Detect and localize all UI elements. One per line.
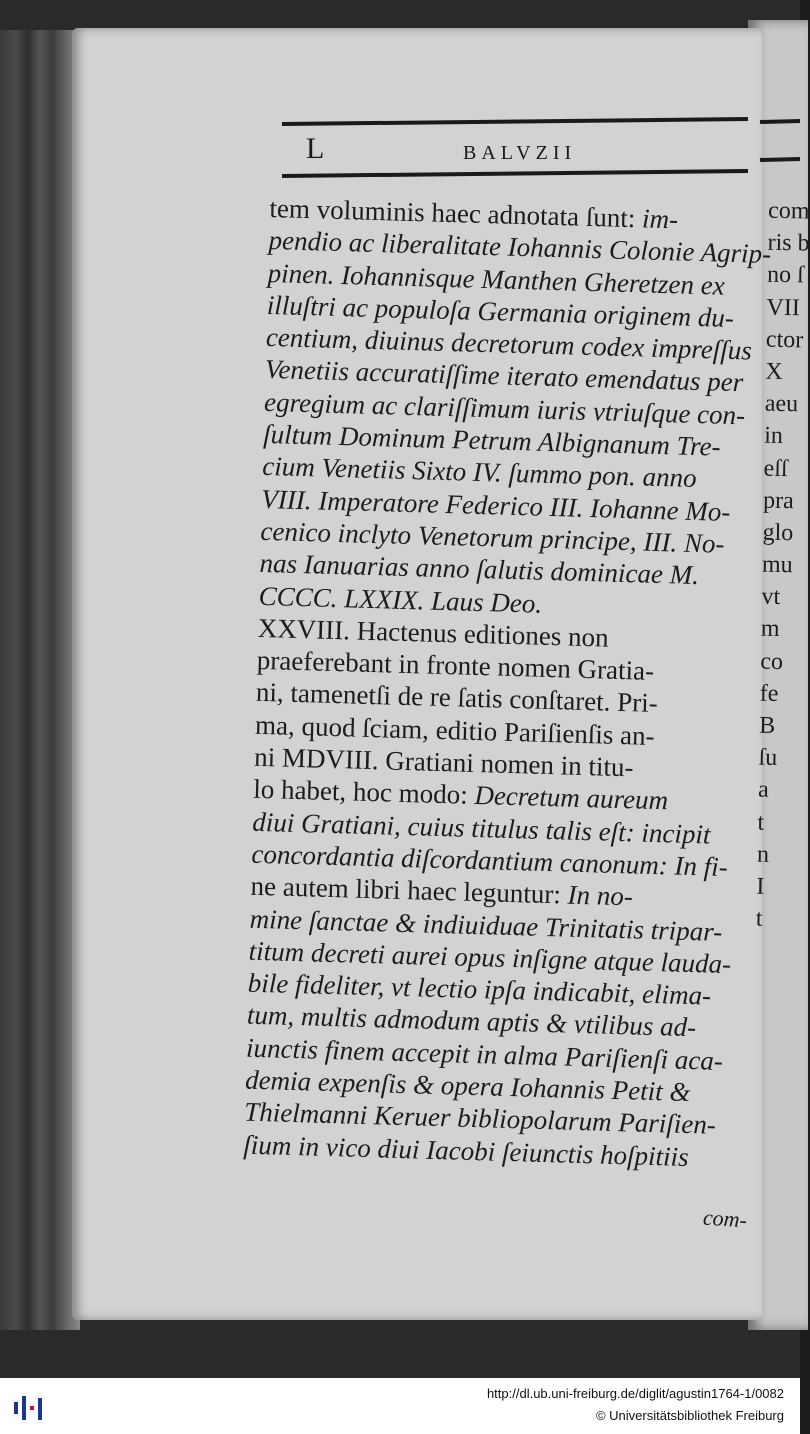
facing-page-fragment: eſſ <box>763 455 788 482</box>
facing-page-fragment: ctor <box>765 326 804 354</box>
facing-page-fragment: mu <box>761 551 793 579</box>
facing-page-fragment: no ſ <box>766 262 804 289</box>
copyright-notice: © Universitätsbibliothek Freiburg <box>595 1408 784 1423</box>
facing-page-fragment: in <box>764 422 784 450</box>
facing-page-fragment: I <box>756 873 765 900</box>
italic-text: diui Gratiani, cuius titulus talis eſt: incipit <box>252 806 711 850</box>
italic-text: cenico inclyto Venetorum principe, III. No- <box>260 515 725 559</box>
facing-page-fragment: n <box>756 841 770 868</box>
roman-text: ni, tamenetſi de re ſatis conſtaret. Pri- <box>255 677 659 719</box>
facing-page-fragment: ris b <box>767 229 810 257</box>
roman-text: ne autem libri haec leguntur: <box>250 870 569 910</box>
facing-page-fragment: aeu <box>764 390 799 418</box>
italic-text: ſium in vico diui Iacobi ſeiunctis hoſpitiis <box>242 1129 690 1172</box>
facing-page-fragment: co <box>760 648 784 675</box>
catchword: com- <box>702 1204 748 1233</box>
italic-text: mine ſanctae & indiuiduae Trinitatis tripar- <box>249 903 723 947</box>
italic-text: illuſtri ac populoſa Germania originem du- <box>266 289 735 333</box>
roman-text: XXVIII. Hactenus editiones non <box>257 612 610 653</box>
italic-text: Decretum aureum <box>474 780 669 816</box>
italic-text: centium, diuinus decretorum codex impreſſus <box>265 322 753 366</box>
facing-page-fragment: B <box>758 712 776 739</box>
italic-text: cium Venetiis Sixto IV. ſummo pon. anno <box>261 451 698 494</box>
facing-page-fragment: a <box>757 776 769 804</box>
header-bottom-rule <box>282 171 748 176</box>
header-top-rule <box>282 119 748 124</box>
italic-text: pinen. Iohannisque Manthen Gheretzen ex <box>267 257 726 301</box>
ub-freiburg-logo-icon <box>10 1386 50 1426</box>
italic-text: CCCC. LXXIX. Laus Deo. <box>258 580 543 619</box>
italic-text: tum, multis admodum aptis & vtilibus ad- <box>246 1000 697 1043</box>
page-header <box>283 132 748 170</box>
italic-text: Venetiis accuratiſſime iterato emendatus per <box>264 354 744 398</box>
italic-text: iunctis finem accepit in alma Pariſienſi aca- <box>245 1032 724 1076</box>
italic-text: Thielmanni Keruer bibliopolarum Pariſien- <box>243 1096 717 1141</box>
italic-text: concordantia diſcordantium canonum: In fi- <box>251 838 729 882</box>
facing-page-fragment: t <box>757 809 765 836</box>
italic-text: bile fideliter, vt lectio ipſa indicabit, elima- <box>247 967 712 1011</box>
italic-text: ſultum Dominum Petrum Albignanum Tre- <box>262 418 721 462</box>
roman-text: praeferebant in fronte nomen Gratia- <box>256 644 655 687</box>
italic-text: im- <box>641 203 679 235</box>
facing-page-fragment: glo <box>762 519 794 547</box>
roman-text: ni MDVIII. Gratiani nomen in titu- <box>253 741 634 783</box>
facing-page-fragment: t <box>755 905 763 932</box>
facing-page-fragment: com <box>767 197 810 225</box>
source-url[interactable]: http://dl.ub.uni-freiburg.de/diglit/agustin1764-1/0082 <box>486 1386 784 1401</box>
facing-page-fragment: m <box>760 616 780 643</box>
italic-text: nas Ianuarias anno ſalutis dominicae M. <box>259 548 700 591</box>
facing-page-fragment: vt <box>761 583 781 611</box>
italic-text: VIII. Imperatore Federico III. Iohanne Mo- <box>261 483 731 527</box>
italic-text: demia expenſis & opera Iohannis Petit & <box>244 1064 691 1108</box>
italic-text: egregium ac clariſſimum iuris vtriuſque con- <box>263 386 746 431</box>
next-page-bottom-rule <box>760 159 800 160</box>
italic-text: In no- <box>567 879 634 912</box>
italic-text: pendio ac liberalitate Iohannis Colonie Agrip- <box>268 225 772 270</box>
roman-text: ma, quod ſciam, editio Pariſienſis an- <box>254 709 656 751</box>
facing-page-fragment: VII <box>766 294 801 321</box>
folio-number: L <box>306 132 325 165</box>
facing-page-fragment: pra <box>762 487 795 514</box>
italic-text: titum decreti aurei opus inſigne atque lauda- <box>248 935 732 979</box>
roman-text: lo habet, hoc modo: <box>252 774 475 811</box>
next-page-top-rule <box>760 121 800 122</box>
running-head: BALVZII <box>463 142 577 164</box>
roman-text: tem voluminis haec adnotata ſunt: <box>269 192 643 234</box>
facing-page-fragment: X <box>765 358 783 385</box>
body-text <box>242 192 772 1174</box>
footer-bar <box>0 1378 800 1434</box>
facing-page-fragment: fe <box>759 680 779 707</box>
facing-page-fragment: ſu <box>758 744 778 772</box>
